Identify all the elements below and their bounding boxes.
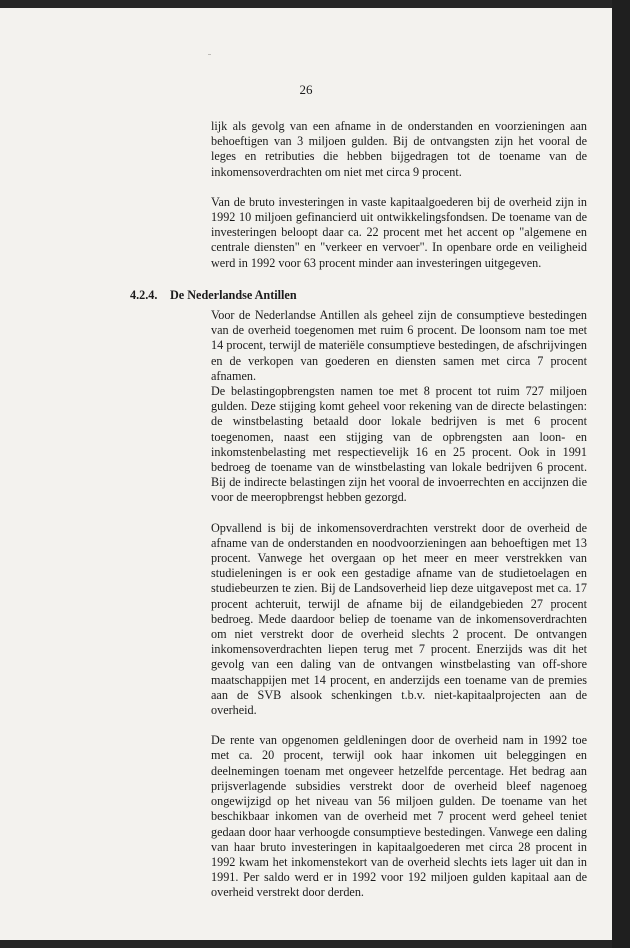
intro-paragraph: Van de bruto investeringen in vaste kapitaalgoederen bij de overheid zijn in 1992 10 miljoen gefinancierd uit ontwikkelingsfondsen. De toename van de investeringen beloopt daar ca. 22 procent met het accent op "algemene en centrale diensten" en "verkeer en vervoer". In openbare orde en veiligheid werd in 1992 voor 63 procent minder aan investeringen uitgegeven. (211, 194, 587, 270)
paragraph-gap (211, 506, 587, 521)
section-paragraph-1a: Voor de Nederlandse Antillen als geheel zijn de consumptieve bestedingen van de overheid toegenomen met ruim 6 procent. De loonsom nam toe met 14 procent, terwijl de materiële consumptieve bestedingen, de afschrijvingen en de verkopen van goederen en diensten samen met circa 7 procent afnamen. (211, 308, 587, 383)
section-number: 4.2.4. (130, 288, 158, 302)
paragraph-gap (211, 718, 587, 733)
scan-border-top (0, 0, 612, 8)
section-paragraph-1b: De belastingopbrengsten namen toe met 8 procent tot ruim 727 miljoen gulden. Deze stijging komt geheel voor rekening van de directe belastingen: de winstbelasting betaald door lokale bedrijven is met 6 procent toegenomen, naast een stijging van de opbrengsten aan loon- en inkomstenbelasting met respectievelijk 16 en 25 procent. Ook in 1991 bedroeg de toename van de winstbelasting van lokale bedrijven 6 procent. Bij de indirecte belastingen zijn het vooral de invoerrechten en accijnzen die voor de meeropbrengst hebben gezorgd. (211, 384, 587, 505)
page-number: 26 (299, 82, 313, 97)
section-paragraph-2: Opvallend is bij de inkomensoverdrachten verstrekt door de overheid de afname van de onderstanden en noodvoorzieningen aan behoeftigen met 13 procent. Vanwege het overgaan op het meer en meer verstrekken van studieleningen is er ook een gestadige afname van de studietoelagen en studiebeurzen te zien. Bij de Landsoverheid liep deze uitgavepost met ca. 17 procent achteruit, terwijl de afname bij de eilandgebieden 27 procent bedroeg. Mede daardoor beliep de toename van de inkomensoverdrachten om niet verstrekt door de overheid slechts 2 procent. De ontvangen inkomensoverdrachten liepen terug met 7 procent. Enerzijds was dit het gevolg van een daling van de ontvangen winstbelasting van off-shore maatschappijen met 14 procent, en anderzijds een toename van de premies aan de SVB alsook schenkingen t.b.v. niet-kapitaalprojecten aan de overheid. (211, 520, 587, 718)
section-paragraph-3: De rente van opgenomen geldleningen door de overheid nam in 1992 toe met ca. 20 procent, terwijl ook haar inkomen uit beleggingen en deelnemingen toenam met ongeveer hetzelfde percentage. Het bedrag aan prijsverlagende subsidies verstrekt door de overheid bleef nagenoeg ongewijzigd op het niveau van 56 miljoen gulden. De toename van het beschikbaar inkomen van de overheid met 7 procent werd geheel teniet gedaan door haar verhoogde consumptieve bestedingen. Vanwege een daling van haar bruto investeringen in kapitaalgoederen met circa 28 procent in 1992 kwam het inkomenstekort van de overheid slechts iets lager uit dan in 1991. Per saldo werd er in 1992 voor 192 miljoen gulden kapitaal aan de overheid verstrekt door derden. (211, 733, 587, 900)
intro-text-block (211, 119, 587, 271)
scan-border-bottom (0, 940, 612, 948)
document-page (0, 8, 612, 940)
section-heading (130, 288, 297, 303)
section-text-block (211, 308, 587, 901)
paragraph-gap (211, 180, 587, 195)
scan-border-right (612, 0, 630, 948)
section-title: De Nederlandse Antillen (170, 288, 297, 302)
intro-paragraph: lijk als gevolg van een afname in de onderstanden en voorzieningen aan behoeftigen van 3 miljoen gulden. Bij de ontvangsten zijn het vooral de leges en retributies die hebben bijgedragen tot de toename van de inkomensoverdrachten om niet met circa 9 procent. (211, 119, 587, 179)
scan-speck (208, 54, 211, 55)
